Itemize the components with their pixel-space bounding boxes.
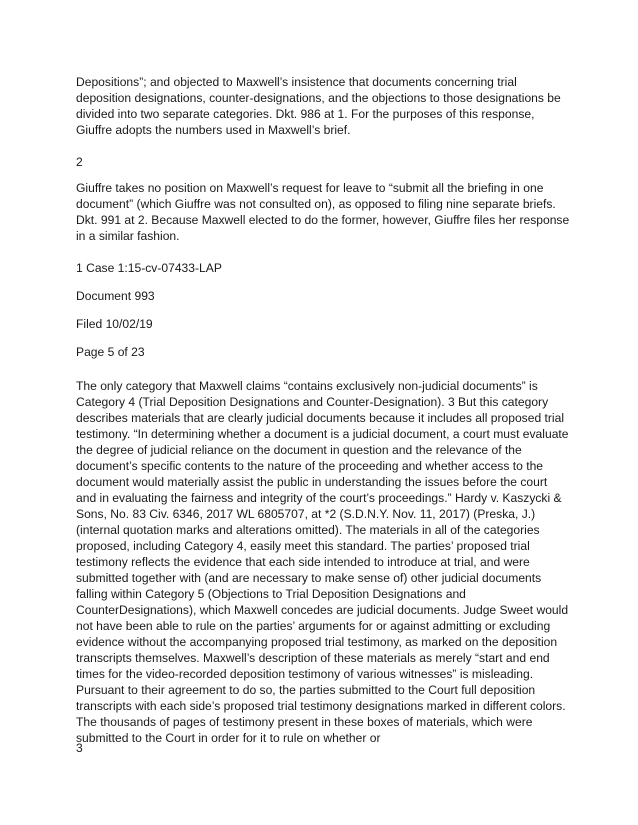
footnote-number-2: 2 (76, 155, 83, 169)
main-argument-paragraph: The only category that Maxwell claims “contains exclusively non-judicial documents” is Category 4 (Trial Deposition Designations and Counter-Designation). 3 But this category describes materials that are clearly judicial documents because it includes all proposed trial testimony. “In determining whether a document is a judicial document, a court must evaluate the degree of judicial reliance on the document in question and the relevance of the document’s specific contents to the nature of the proceeding and whether access to the document would materially assist the public in understanding the issues before the court and in evaluating the fairness and integrity of the court’s proceedings.” Hardy v. Kaszycki & Sons, No. 83 Civ. 6346, 2017 WL 6805707, at *2 (S.D.N.Y. Nov. 11, 2017) (Preska, J.) (internal quotation marks and alterations omitted). The materials in all of the categories proposed, including Category 4, easily meet this standard. The parties’ proposed trial testimony reflects the evidence that each side intended to introduce at trial, and were submitted together with (and are necessary to make sense of) other judicial documents falling within Category 5 (Objections to Trial Deposition Designations and CounterDesignations), which Maxwell concedes are judicial documents. Judge Sweet would not have been able to rule on the parties’ arguments for or against admitting or excluding evidence without the accompanying proposed trial testimony, as marked on the deposition transcripts themselves. Maxwell’s description of these materials as merely “start and end times for the video-recorded deposition testimony of various witnesses” is misleading. Pursuant to their agreement to do so, the parties submitted to the Court full deposition transcripts with each side’s proposed trial testimony designations marked in different colors. The thousands of pages of testimony present in these boxes of materials, which were submitted to the Court in order for it to rule on whether or (76, 379, 569, 745)
giuffre-paragraph: Giuffre takes no position on Maxwell’s request for leave to “submit all the briefing in one document” (which Giuffre was not consulted on), as opposed to filing nine separate briefs. Dkt. 991 at 2. Because Maxwell elected to do the former, however, Giuffre files her response in a similar fashion. (76, 181, 570, 243)
intro-paragraph: Depositions”; and objected to Maxwell’s insistence that documents concerning trial deposition designations, counter-designations, and the objections to those designations be divided into two separate categories. Dkt. 986 at 1. For the purposes of this response, Giuffre adopts the numbers used in Maxwell’s brief. (76, 75, 561, 137)
document-number-line: Document 993 (76, 289, 155, 303)
filed-date-line: Filed 10/02/19 (76, 317, 153, 331)
case-number-line: 1 Case 1:15-cv-07433-LAP (76, 261, 222, 275)
footnote-number-3: 3 (76, 741, 83, 755)
page-number-line: Page 5 of 23 (76, 345, 145, 359)
